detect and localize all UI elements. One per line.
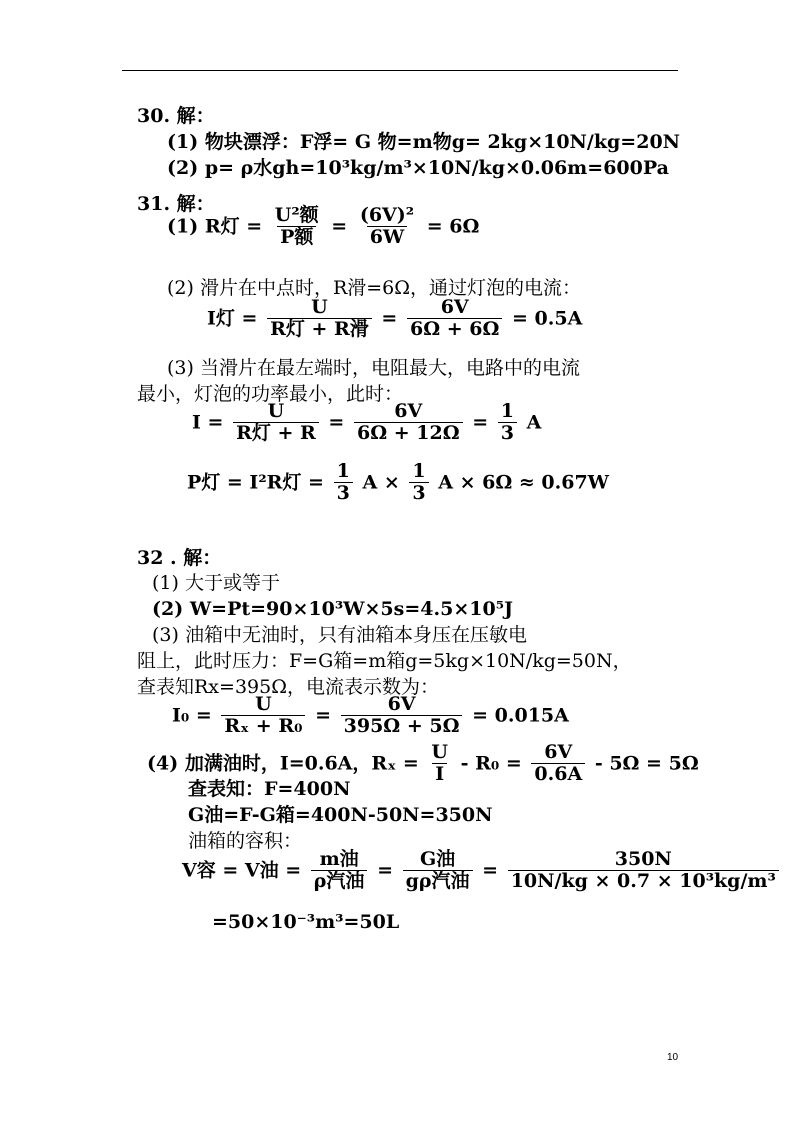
q32-volume-equation: V容 = V油 = $\frac{\text{m油}}{\text{ρ汽油}}$ = $\frac{\text{G油}}{\text{gρ汽油}}$ = $\frac{350N}{\text{10N/kg × 0.7 × 10³kg/m³}}$	[182, 850, 782, 893]
q32-part3-equation: I₀ = $\frac{U}{\text{Rₓ + R₀}}$ = $\frac{6V}{395\Omega + 5\Omega}$ = 0.015A	[172, 693, 569, 737]
page-number: 10	[667, 1052, 679, 1063]
q31-part2-text: (2) 滑片在中点时，R滑=6Ω，通过灯泡的电流：	[167, 277, 582, 299]
q32-line-3c: 查表知Rx=395Ω，电流表示数为：	[137, 676, 439, 698]
q31-part3-text-b: 最小，灯泡的功率最小，此时：	[137, 383, 404, 405]
q32-line-4c: G油=F-G箱=400N-50N=350N	[188, 804, 493, 826]
q32-part4-equation: (4) 加满油时，I=0.6A，Rₓ = $\frac{U}{I}$ - R₀ = $\frac{6V}{0.6A}$ - 5Ω = 5Ω	[147, 741, 699, 785]
q31-part2-equation: I灯 = $\frac{U}{\text{R灯 + R滑}}$ = $\frac{6V}{6\Omega + 6\Omega}$ = 0.5A	[207, 296, 583, 340]
q32-line-3a: (3) 油箱中无油时，只有油箱本身压在压敏电	[152, 624, 527, 646]
q31-part1-equation: (1) R灯 = $\frac{\text{U²额}}{\text{P额}}$ = $\frac{\text{(6V)²}}{6W}$ = 6Ω	[167, 204, 480, 248]
q32-line-4b: 查表知：F=400N	[188, 778, 351, 800]
q31-part3-current-equation: I = $\frac{U}{\text{R灯 + R}}$ = $\frac{6V}{6\Omega + 12\Omega}$ = $\frac{1}{3}$ A	[192, 400, 542, 444]
q32-line-final: =50×10⁻³m³=50L	[212, 911, 400, 933]
q31-part3-power-equation: P灯 = I²R灯 = $\frac{1}{3}$ A × $\frac{1}{3}$ A × 6Ω ≈ 0.67W	[187, 460, 610, 504]
q30-line-1: (1) 物块漂浮：F浮= G 物=m物g= 2kg×10N/kg=20N	[167, 131, 681, 153]
q30-heading: 30. 解：	[137, 105, 215, 127]
header-rule	[122, 70, 678, 71]
q32-line-3b: 阻上，此时压力：F=G箱=m箱g=5kg×10N/kg=50N，	[137, 650, 632, 672]
q32-line-2: (2) W=Pt=90×10³W×5s=4.5×10⁵J	[152, 598, 513, 620]
q30-line-2: (2) p= ρ水gh=10³kg/m³×10N/kg×0.06m=600Pa	[167, 157, 669, 179]
q32-line-1: (1) 大于或等于	[152, 572, 280, 594]
q31-part3-text-a: (3) 当滑片在最左端时，电阻最大，电路中的电流	[167, 357, 580, 379]
q31-heading: 31. 解：	[137, 193, 215, 215]
q32-line-4d: 油箱的容积：	[188, 830, 303, 852]
q32-heading: 32 . 解：	[137, 547, 222, 569]
